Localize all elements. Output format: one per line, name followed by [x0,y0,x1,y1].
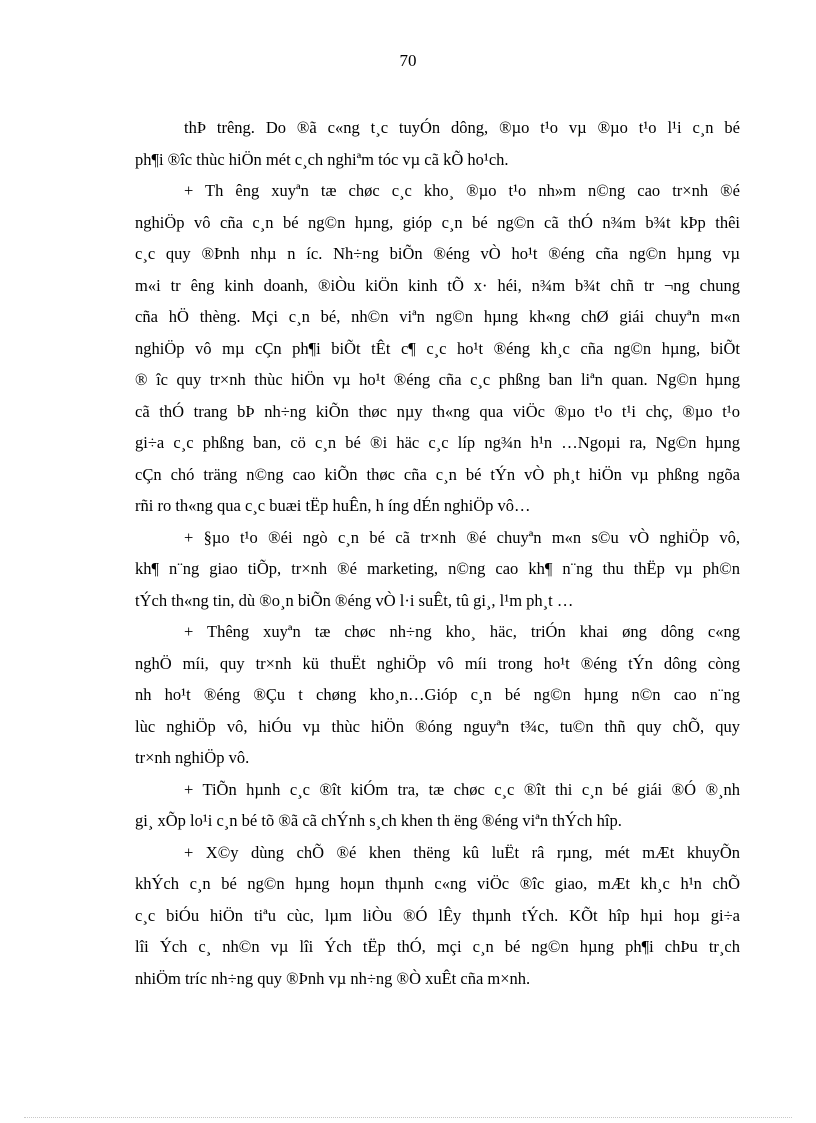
text-line: cã thÓ trang bÞ nh÷ng kiÕn thøc nµy th«ng qua viÖc ®µo t¹o t¹i chç, ®µo t¹o [135,401,740,421]
text-line: lùc nghiÖp vô, hiÓu vµ thùc hiÖn ®óng nguyªn t¾c, tu©n thñ quy chÕ, quy [135,716,740,736]
text-line: c¸c biÓu hiÖn tiªu cùc, lµm liÒu ®Ó lÊy thµnh tÝch. KÕt hîp hµi hoµ gi÷a [135,905,740,925]
text-line: + TiÕn hµnh c¸c ®ît kiÓm tra, tæ chøc c¸c ®ît thi c¸n bé giái ®Ó ®¸nh [184,779,740,799]
page-bottom-divider [24,1117,792,1118]
text-line: tÝch th«ng tin, dù ®o¸n biÕn ®éng vÒ l·i suÊt, tû gi¸, l¹m ph¸t … [135,590,574,610]
text-line: ® îc quy tr×nh thùc hiÖn vµ ho¹t ®éng cña c¸c phßng ban liªn quan. Ng©n hµng [135,370,740,389]
text-line: m«i tr êng kinh doanh, ®iÒu kiÖn kinh tÕ x· héi, n¾m b¾t chñ tr ¬ng chung [135,275,740,295]
body-text [135,112,740,994]
text-line: rñi ro th«ng qua c¸c buæi tËp huÊn, h íng dÉn nghiÖp vô… [135,496,531,515]
text-line: nghiÖp vô mµ cÇn ph¶i biÕt tÊt c¶ c¸c ho¹t ®éng kh¸c cña ng©n hµng, biÕt [135,338,740,358]
page-number: 70 [399,51,417,70]
text-line: tr×nh nghiÖp vô. [135,748,250,767]
text-line: c¸c quy ®Þnh nhµ n íc. Nh÷ng biÕn ®éng vÒ ho¹t ®éng cña ng©n hµng vµ [135,244,740,263]
text-line: thÞ trêng. Do ®ã c«ng t¸c tuyÓn dông, ®µo t¹o vµ ®µo t¹o l¹i c¸n bé [184,118,740,137]
text-line: ph¶i ®îc thùc hiÖn mét c¸ch nghiªm tóc vµ cã kÕ ho¹ch. [135,149,509,169]
text-line: khÝch c¸n bé ng©n hµng hoµn thµnh c«ng viÖc ®îc giao, mÆt kh¸c h¹n chÕ [135,874,740,893]
text-line: + X©y dùng chÕ ®é khen thëng kû luËt râ rµng, mét mÆt khuyÕn [184,842,740,862]
text-line: gi¸ xÕp lo¹i c¸n bé tõ ®ã cã chÝnh s¸ch khen th ëng ®éng viªn thÝch hîp. [135,811,622,830]
text-line: + Th êng xuyªn tæ chøc c¸c kho¸ ®µo t¹o nh»m n©ng cao tr×nh ®é [184,181,740,200]
text-line: nghÖ míi, quy tr×nh kü thuËt nghiÖp vô míi trong ho¹t ®éng tÝn dông còng [135,653,740,673]
text-line: kh¶ n¨ng giao tiÕp, tr×nh ®é marketing, n©ng cao kh¶ n¨ng thu thËp vµ ph©n [135,559,740,578]
text-line: cña hÖ thèng. Mçi c¸n bé, nh©n viªn ng©n hµng kh«ng chØ giái chuyªn m«n [135,307,740,326]
text-line: nghiÖp vô cña c¸n bé ng©n hµng, gióp c¸n bé ng©n cã thÓ n¾m b¾t kÞp thêi [135,212,740,232]
text-line: nhiÖm tríc nh÷ng quy ®Þnh vµ nh÷ng ®Ò xuÊt cña m×nh. [135,968,531,988]
text-line: cÇn chó träng n©ng cao kiÕn thøc cña c¸n bé tÝn vÒ ph¸t hiÖn vµ phßng ngõa [135,464,740,484]
text-line: + §µo t¹o ®éi ngò c¸n bé cã tr×nh ®é chuyªn m«n s©u vÒ nghiÖp vô, [184,527,740,547]
text-line: + Thêng xuyªn tæ chøc nh÷ng kho¸ häc, triÓn khai øng dông c«ng [184,622,740,641]
text-line: nh ho¹t ®éng ®Çu t chøng kho¸n…Gióp c¸n bé ng©n hµng n©n cao n¨ng [135,685,740,704]
text-line: gi÷a c¸c phßng ban, cö c¸n bé ®i häc c¸c líp ng¾n h¹n …Ngoµi ra, Ng©n hµng [135,433,740,452]
text-line: lîi Ých c¸ nh©n vµ lîi Ých tËp thÓ, mçi c¸n bé ng©n hµng ph¶i chÞu tr¸ch [135,937,740,956]
